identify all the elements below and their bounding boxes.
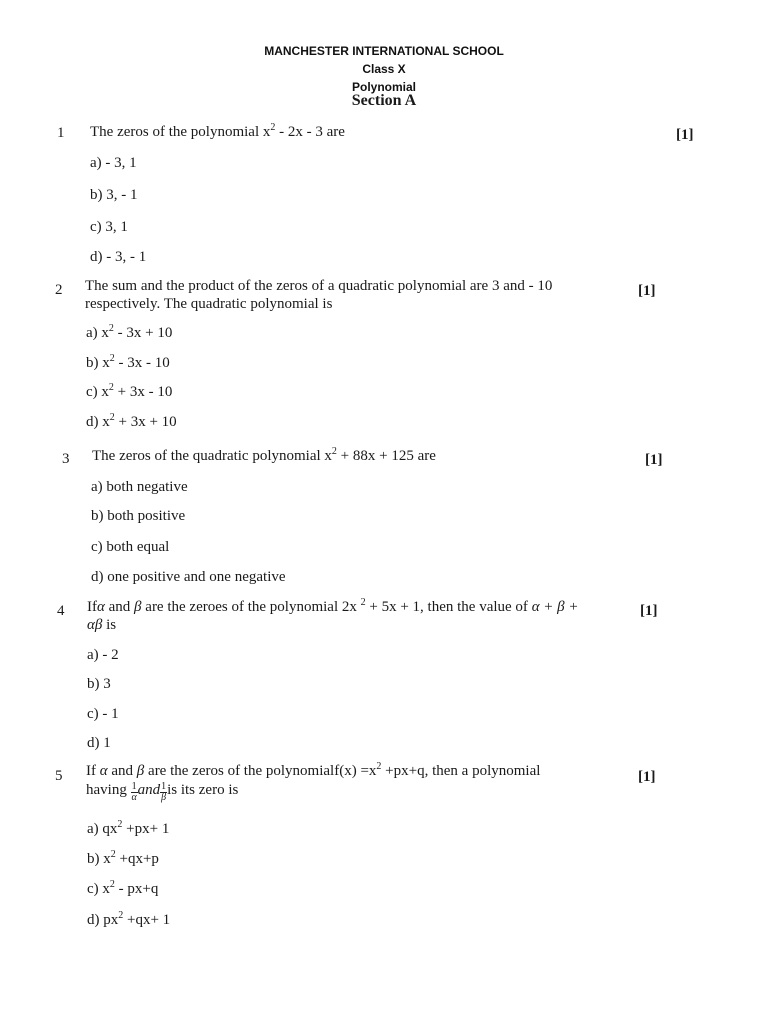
question-text-line-2: respectively. The quadratic polynomial is <box>85 296 333 312</box>
option-d: d) - 3, - 1 <box>90 249 147 265</box>
question-text-line-2: αβ is <box>87 617 117 633</box>
option-c: c) 3, 1 <box>90 219 128 235</box>
question-text: The zeros of the quadratic polynomial $x^2 + 88x + 125$ are <box>92 446 436 464</box>
option-a: a) - 3, 1 <box>90 155 137 171</box>
question-number: 2 <box>55 282 63 298</box>
option-a: a) both negative <box>91 479 188 495</box>
option-a: a) - 2 <box>87 647 119 663</box>
option-b: b) 3 <box>87 676 111 692</box>
subject-label: Polynomial <box>351 80 416 94</box>
question-number: 3 <box>62 451 70 467</box>
question-number: 5 <box>55 768 63 784</box>
option-a: a) $x^2 - 3x + 10$ <box>86 323 173 341</box>
option-a: a) $qx^2 +px+ 1$ <box>87 819 170 837</box>
option-d: d) $x^2 + 3x + 10$ <box>86 412 177 430</box>
class-label: Class X <box>362 62 406 76</box>
question-text-line-2: having $\frac{1}{\alpha}$ and $\frac{1}{\beta}$ is its zero is <box>86 781 239 803</box>
question-number: 1 <box>57 125 65 141</box>
option-c: c) $x^2 + 3x - 10$ <box>86 382 173 400</box>
option-b: b) $x^2 - 3x - 10$ <box>86 353 170 371</box>
marks-badge: [1] <box>676 127 694 143</box>
option-c: c) - 1 <box>87 706 119 722</box>
marks-badge: [1] <box>640 603 658 619</box>
section-title: Section A <box>351 92 417 109</box>
option-d: d) 1 <box>87 735 111 751</box>
school-name: MANCHESTER INTERNATIONAL SCHOOL <box>264 44 504 58</box>
question-text-line-1: Ifα and β are the zeroes of the polynomial 2x $^2$ + 5x + 1, then the value of α + β + <box>87 597 579 615</box>
option-b: b) 3, - 1 <box>90 187 138 203</box>
option-c: c) $x^2 - px+q$ <box>87 879 159 897</box>
option-d: d) one positive and one negative <box>91 569 286 585</box>
option-b: b) $x^2 +qx+p$ <box>87 849 159 867</box>
question-text-line-1: The sum and the product of the zeros of a quadratic polynomial are 3 and - 10 <box>85 278 553 294</box>
fraction-one-over-alpha: $\frac{1}{\alpha}$ <box>131 781 137 803</box>
marks-badge: [1] <box>638 769 656 785</box>
marks-badge: [1] <box>645 452 663 468</box>
question-text-line-1: If α and β are the zeros of the polynomialf(x) $=x^2 +px+q$, then a polynomial <box>86 761 541 779</box>
question-text: The zeros of the polynomial $x^2 - 2x - 3$ are <box>90 122 345 140</box>
option-b: b) both positive <box>91 508 186 524</box>
fraction-one-over-beta: $\frac{1}{\beta}$ <box>161 781 167 803</box>
marks-badge: [1] <box>638 283 656 299</box>
option-d: d) $px^2 +qx+ 1$ <box>87 910 171 928</box>
option-c: c) both equal <box>91 539 170 555</box>
question-number: 4 <box>57 603 65 619</box>
